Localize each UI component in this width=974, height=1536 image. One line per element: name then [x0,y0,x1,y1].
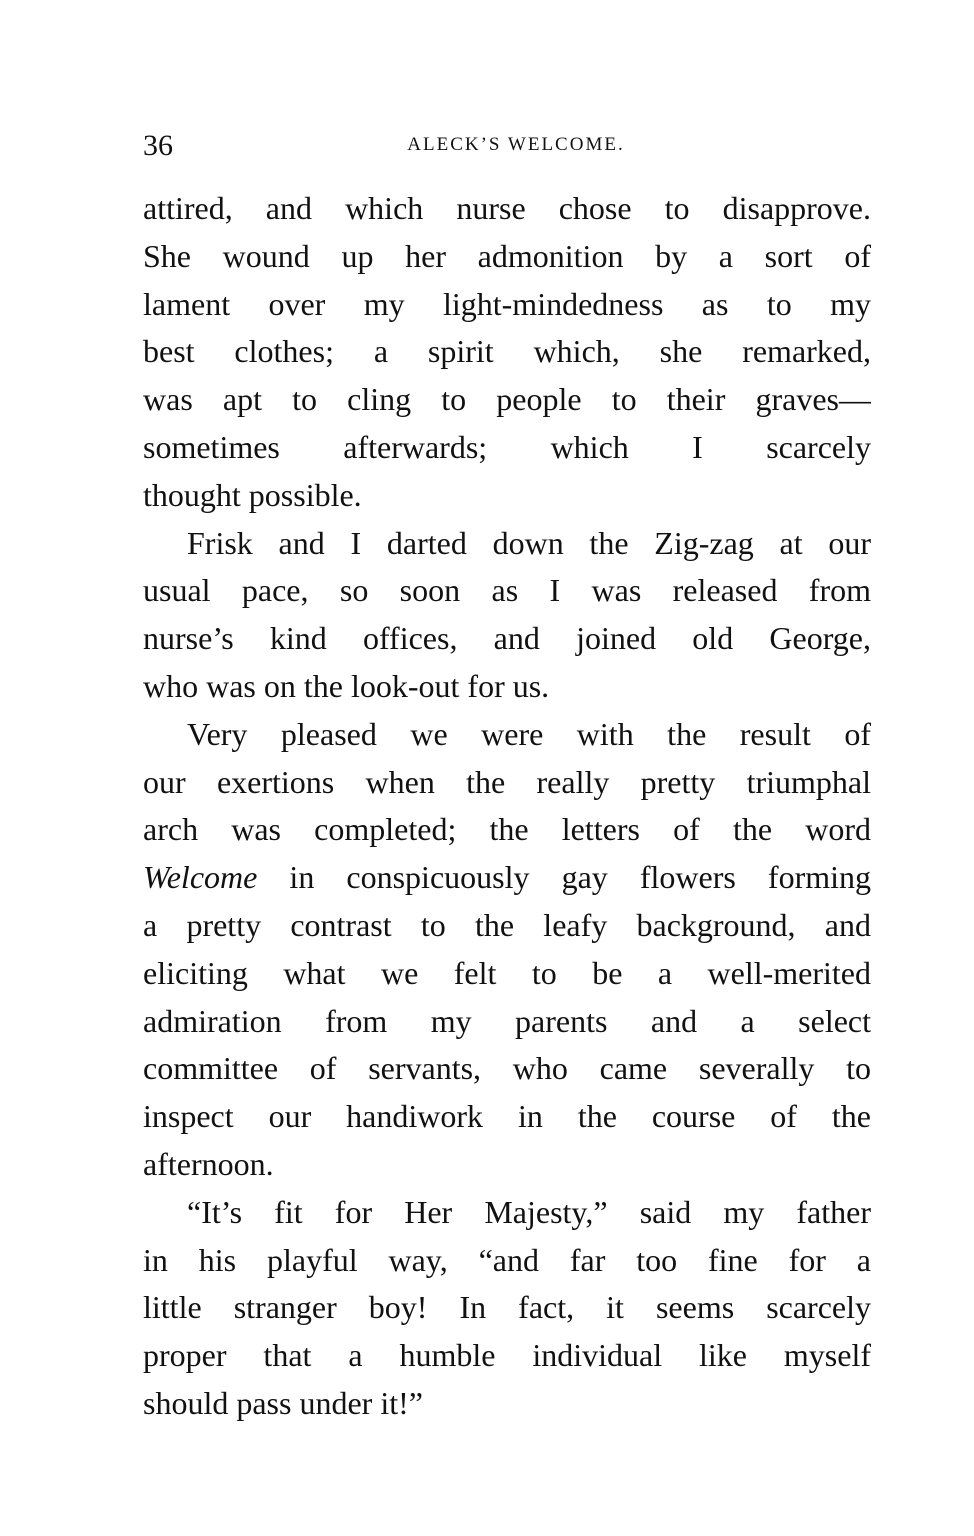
text-line: lament over my light-mindedness as to my [143,285,871,322]
text-line: should pass under it!” [143,1384,423,1421]
text-line: eliciting what we felt to be a well-merited [143,954,871,991]
text-line: little stranger boy! In fact, it seems scarcely [143,1289,871,1326]
text-line: proper that a humble individual like myself [143,1337,871,1374]
text-line-with-italic [143,854,871,902]
text-line: our exertions when the really pretty triumphal [143,763,871,800]
text-line: Frisk and I darted down the Zig-zag at our [187,524,871,561]
paragraph-3 [143,711,871,1189]
text-line: best clothes; a spirit which, she remarked, [143,333,871,370]
text-line: “It’s fit for Her Majesty,” said my father [187,1193,871,1230]
paragraph-4 [143,1189,871,1428]
text-line-rest: in conspicuously gay flowers forming [289,859,871,896]
text-line: nurse’s kind offices, and joined old George, [143,620,871,657]
text-line: inspect our handiwork in the course of the [143,1098,871,1135]
paragraph-2 [143,520,871,711]
text-line: was apt to cling to people to their graves— [143,381,871,418]
text-line: usual pace, so soon as I was released from [143,572,871,609]
body-text [143,185,871,1428]
italic-word: Welcome [143,859,258,896]
running-title: ALECK’S WELCOME. [407,134,625,155]
text-line: sometimes afterwards; which I scarcely [143,428,871,465]
paragraph-1 [143,185,871,520]
page-header [143,126,869,166]
text-line: who was on the look-out for us. [143,667,550,704]
text-line: thought possible. [143,476,362,513]
text-line: committee of servants, who came severally to [143,1050,871,1087]
text-line: arch was completed; the letters of the word [143,811,871,848]
page-number: 36 [143,129,173,162]
text-line: in his playful way, “and far too fine for a [143,1241,871,1278]
text-line: attired, and which nurse chose to disapprove. [143,190,871,226]
text-line: admiration from my parents and a select [143,1002,871,1039]
text-line: Very pleased we were with the result of [187,715,871,752]
text-line: afternoon. [143,1145,274,1182]
text-line: She wound up her admonition by a sort of [143,237,871,274]
text-line: a pretty contrast to the leafy background, and [143,906,871,943]
